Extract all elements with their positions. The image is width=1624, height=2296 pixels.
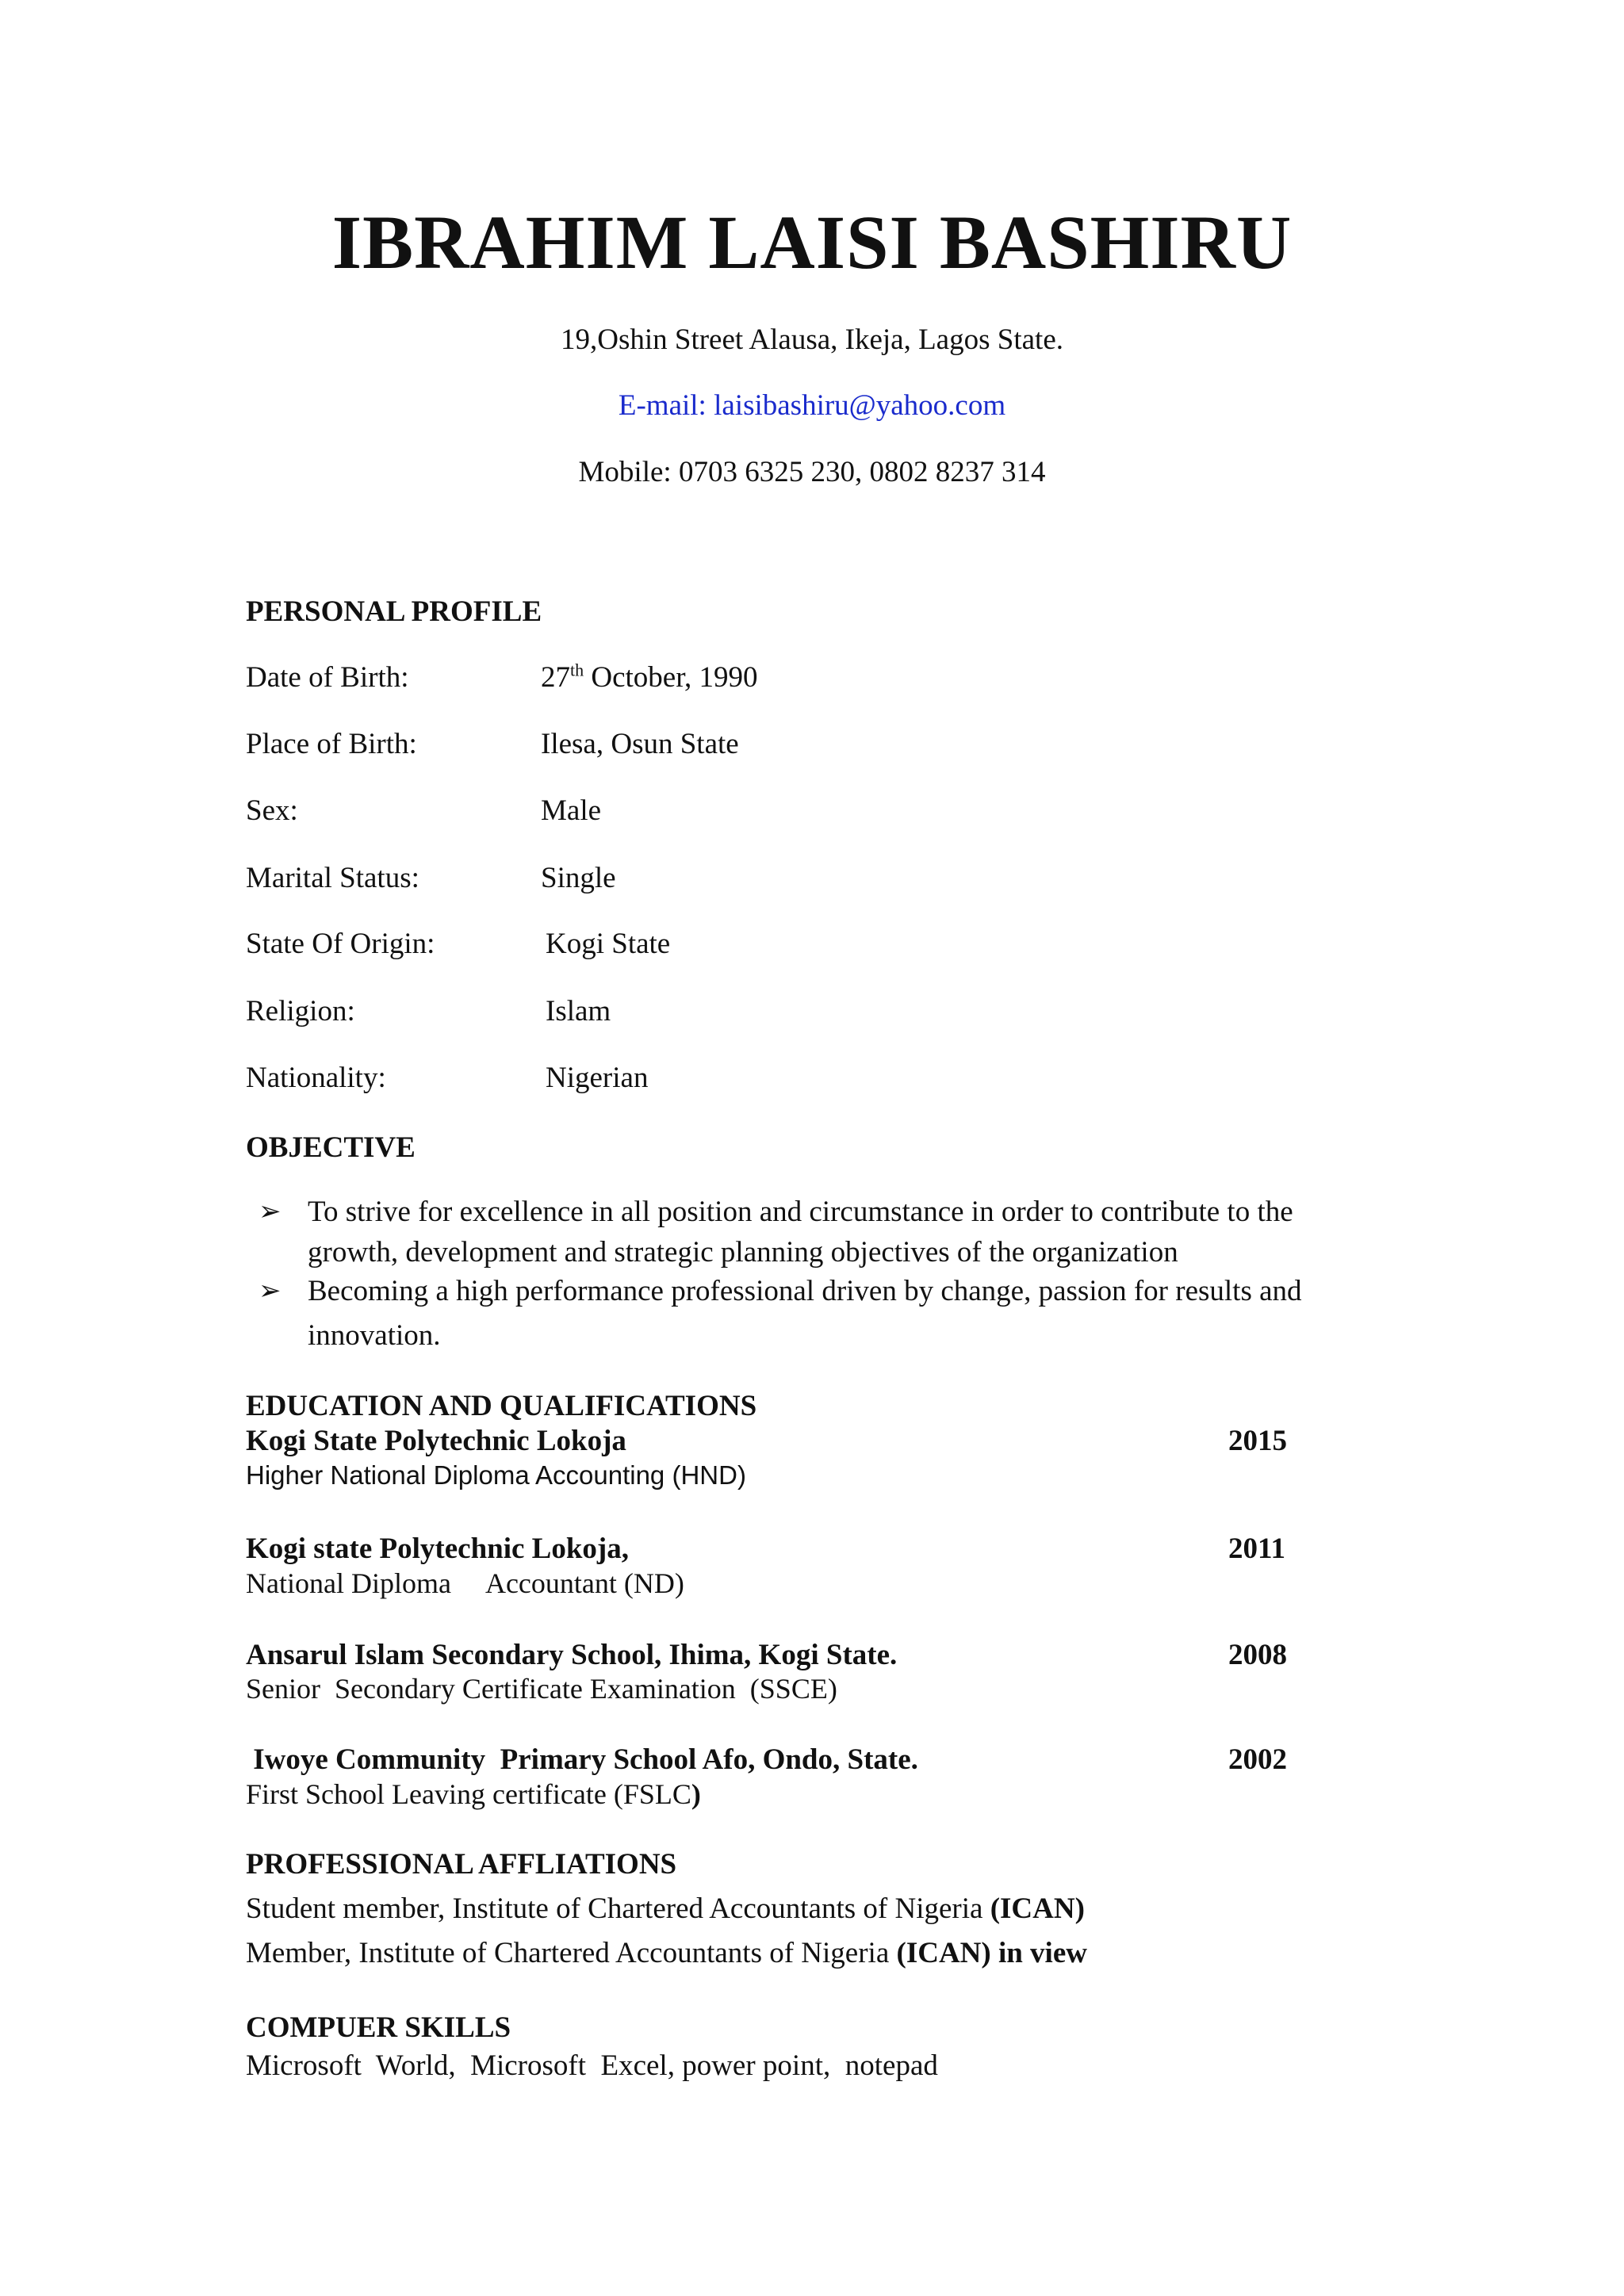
religion-label: Religion: [246, 995, 355, 1027]
sex-value: Male [541, 794, 602, 827]
education-3-qualification: Senior Secondary Certificate Examination (SSCE) [246, 1673, 837, 1705]
computer-skills-text: Microsoft World, Microsoft Excel, power point, notepad [246, 2049, 938, 2082]
education-2-school: Kogi state Polytechnic Lokoja, [246, 1533, 630, 1565]
section-heading-objective: OBJECTIVE [246, 1131, 416, 1164]
marital-label: Marital Status: [246, 862, 419, 894]
objective-bullet-2-line-2: innovation. [308, 1319, 441, 1352]
section-heading-education: EDUCATION AND QUALIFICATIONS [246, 1390, 757, 1422]
education-3-year: 2008 [1228, 1639, 1287, 1671]
affiliation-2: Member, Institute of Chartered Accountants of Nigeria (ICAN) in view [246, 1937, 1087, 1969]
dob-value: 27th October, 1990 [541, 660, 758, 694]
mobile: Mobile: 0703 6325 230, 0802 8237 314 [578, 456, 1046, 488]
education-3-school: Ansarul Islam Secondary School, Ihima, Kogi State. [246, 1639, 898, 1671]
education-4-year: 2002 [1228, 1743, 1287, 1776]
education-1-school: Kogi State Polytechnic Lokoja [246, 1425, 626, 1457]
objective-bullet-1-line-1: To strive for excellence in all position and circumstance in order to contribute to the [308, 1196, 1293, 1228]
nationality-label: Nationality: [246, 1062, 386, 1094]
nationality-value: Nigerian [546, 1062, 649, 1094]
section-heading-computer-skills: COMPUER SKILLS [246, 2011, 511, 2044]
education-1-year: 2015 [1228, 1425, 1287, 1457]
origin-value: Kogi State [546, 928, 671, 960]
education-4-qualification: First School Leaving certificate (FSLC) [246, 1778, 701, 1810]
marital-value: Single [541, 862, 616, 894]
section-heading-personal-profile: PERSONAL PROFILE [246, 595, 542, 628]
pob-value: Ilesa, Osun State [541, 728, 739, 760]
objective-bullet-2-line-1: Becoming a high performance professional driven by change, passion for results and [308, 1275, 1302, 1307]
email: E-mail: laisibashiru@yahoo.com [618, 389, 1006, 422]
arrow-bullet-icon: ➢ [259, 1276, 282, 1306]
arrow-bullet-icon: ➢ [259, 1197, 282, 1226]
affiliation-1: Student member, Institute of Chartered Accountants of Nigeria (ICAN) [246, 1892, 1085, 1925]
education-1-qualification: Higher National Diploma Accounting (HND) [246, 1460, 746, 1490]
education-2-qualification: National Diploma Accountant (ND) [246, 1567, 684, 1599]
pob-label: Place of Birth: [246, 728, 417, 760]
objective-bullet-1-line-2: growth, development and strategic planning objectives of the organization [308, 1236, 1178, 1269]
sex-label: Sex: [246, 794, 298, 827]
religion-value: Islam [546, 995, 611, 1027]
address: 19,Oshin Street Alausa, Ikeja, Lagos State. [560, 323, 1063, 356]
education-4-school: Iwoye Community Primary School Afo, Ondo, State. [246, 1743, 918, 1776]
applicant-name: IBRAHIM LAISI BASHIRU [331, 200, 1293, 285]
section-heading-affiliations: PROFESSIONAL AFFLIATIONS [246, 1848, 677, 1881]
origin-label: State Of Origin: [246, 928, 435, 960]
dob-label: Date of Birth: [246, 661, 409, 694]
education-2-year: 2011 [1228, 1533, 1285, 1565]
